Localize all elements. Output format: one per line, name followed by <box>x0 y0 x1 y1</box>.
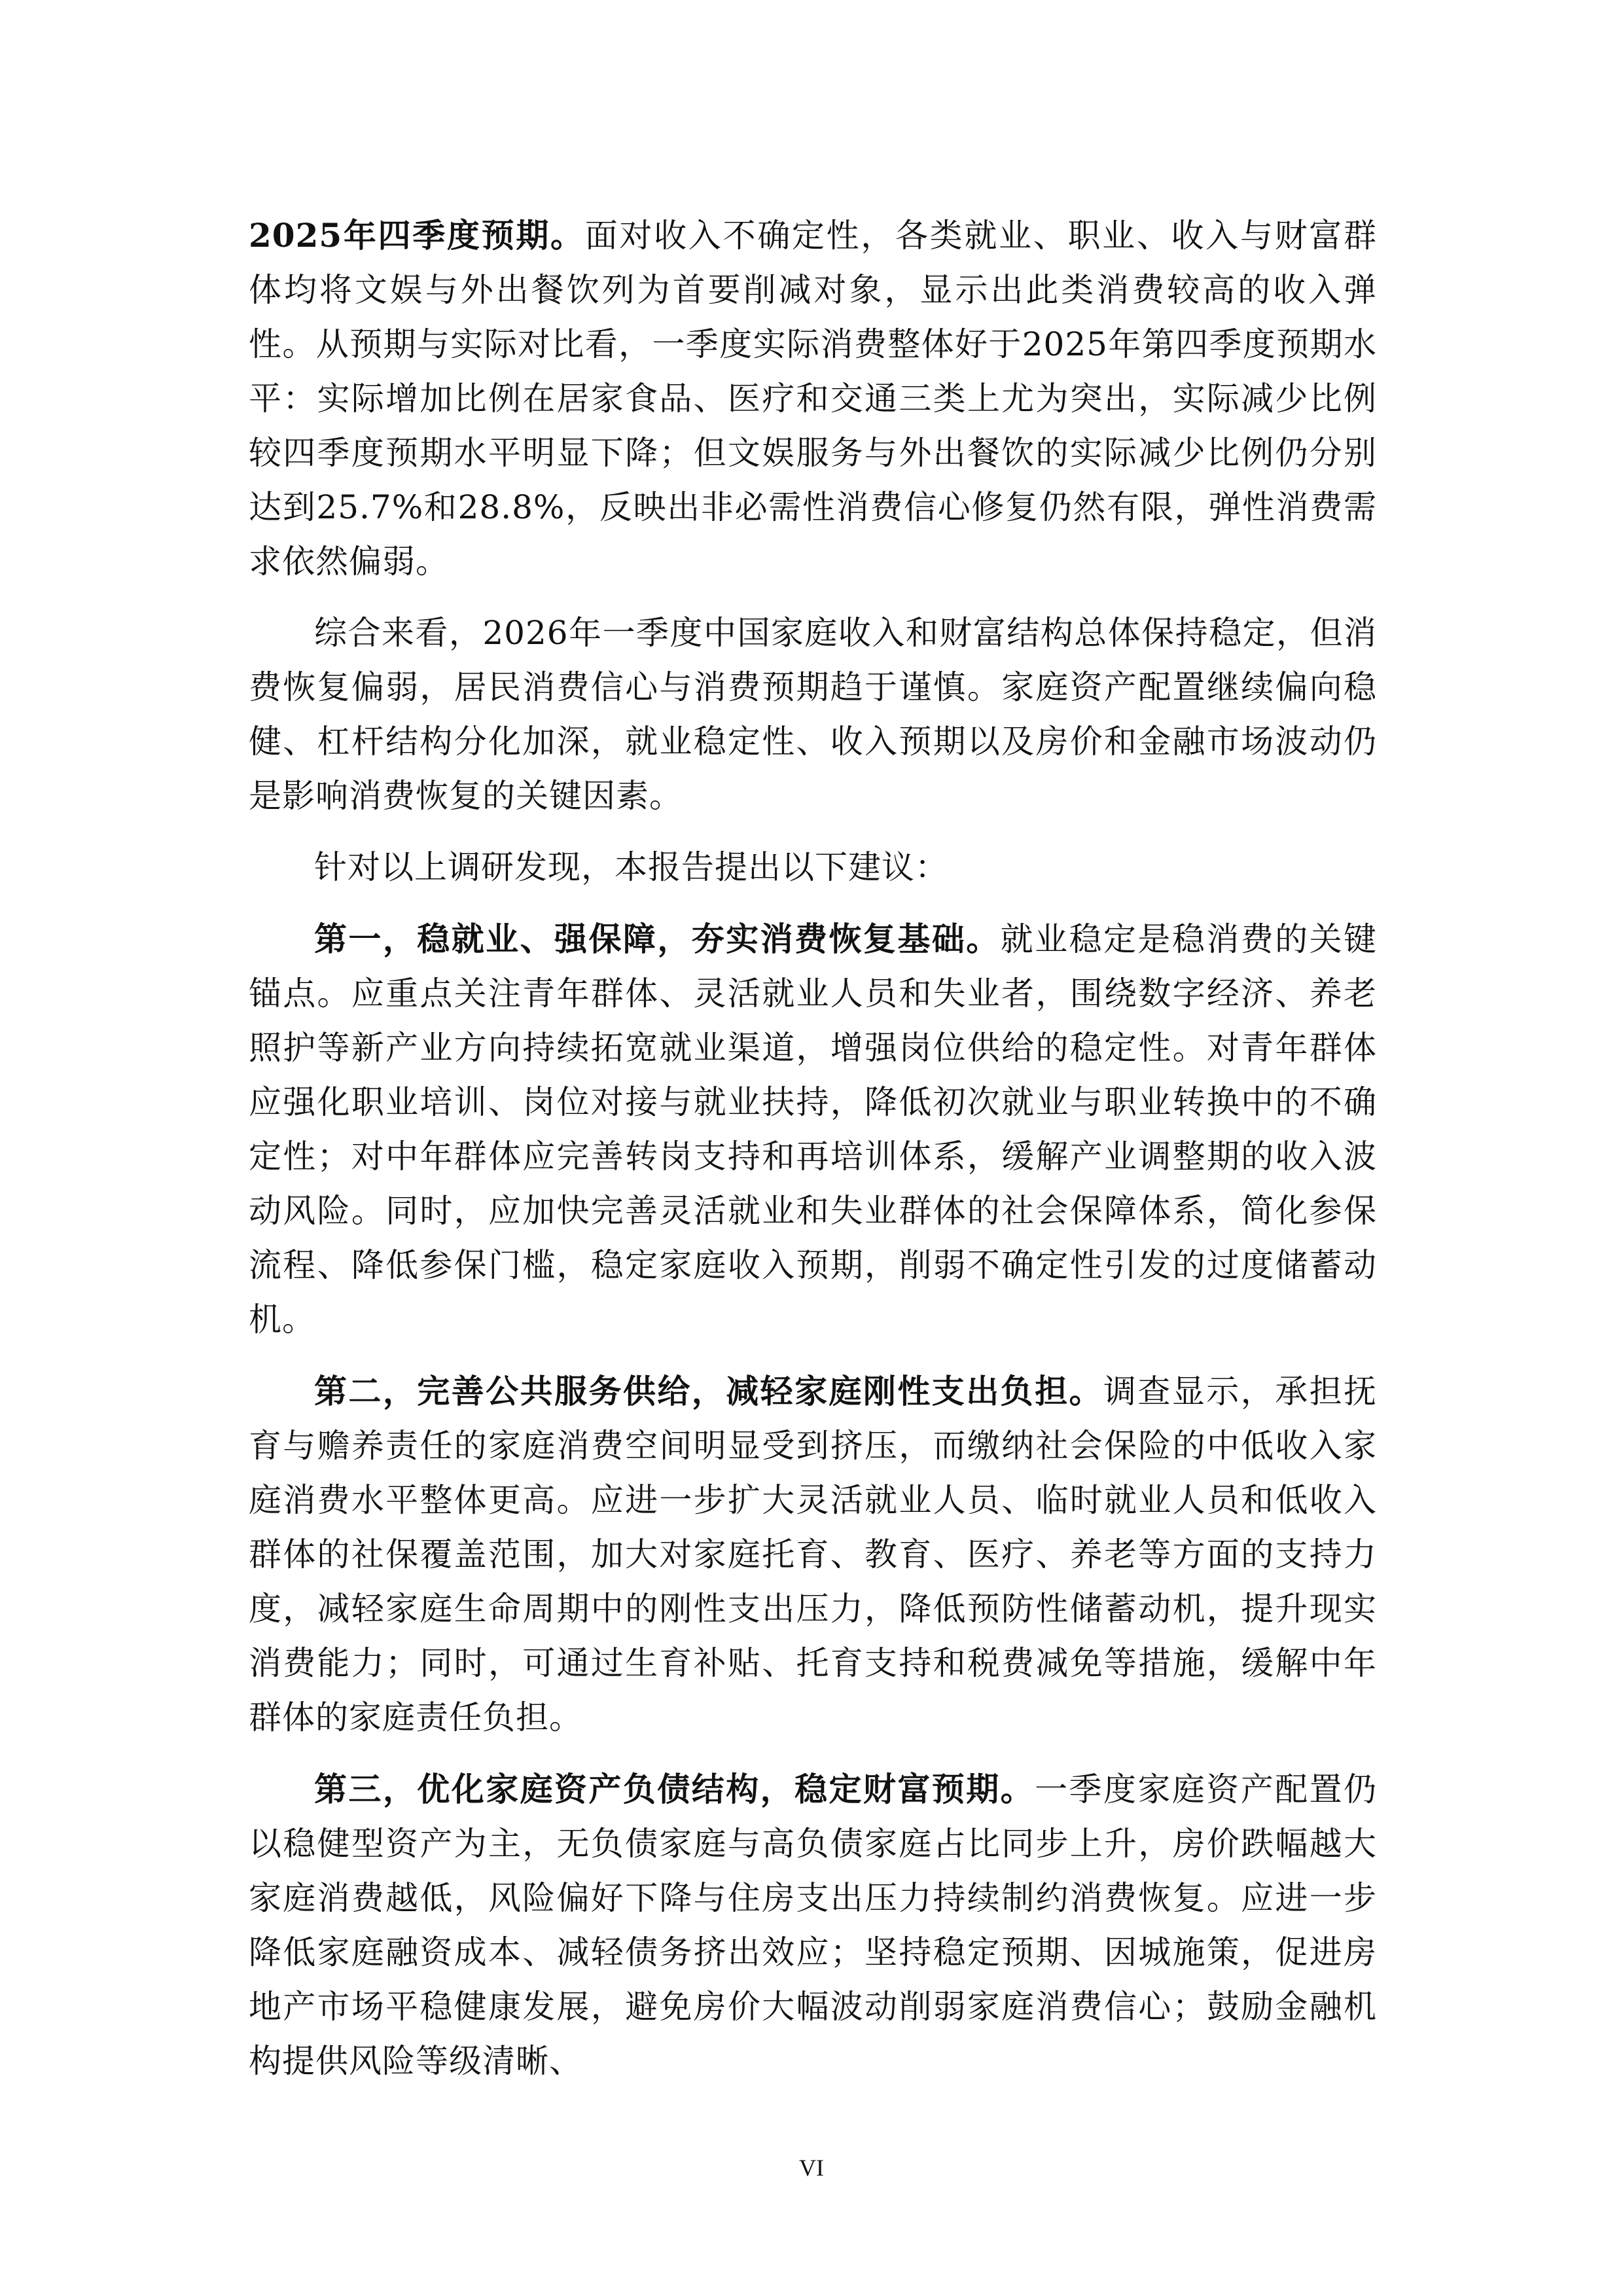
paragraph-text: 就业稳定是稳消费的关键锚点。应重点关注青年群体、灵活就业人员和失业者，围绕数字经济、养老照护等新产业方向持续拓宽就业渠道，增强岗位供给的稳定性。对青年群体应强化职业培训、岗位对接与就业扶持，降低初次就业与职业转换中的不确定性；对中年群体应完善转岗支持和再培训体系，缓解产业调整期的收入波动风险。同时，应加快完善灵活就业和失业群体的社会保障体系，简化参保流程、降低参保门槛，稳定家庭收入预期，削弱不确定性引发的过度储蓄动机。 <box>249 920 1378 1338</box>
paragraph-text: 一季度家庭资产配置仍以稳健型资产为主，无负债家庭与高负债家庭占比同步上升，房价跌幅越大家庭消费越低，风险偏好下降与住房支出压力持续制约消费恢复。应进一步降低家庭融资成本、减轻债务挤出效应；坚持稳定预期、因城施策，促进房地产市场平稳健康发展，避免房价大幅波动削弱家庭消费信心；鼓励金融机构提供风险等级清晰、 <box>249 1770 1378 2080</box>
paragraph-recommendation-3 <box>249 1762 1377 2089</box>
paragraph-continuation <box>249 208 1377 589</box>
paragraph-text: 针对以上调研发现，本报告提出以下建议： <box>314 848 948 886</box>
paragraph-recommendation-2 <box>249 1364 1377 1745</box>
paragraph-lead: 第三，优化家庭资产负债结构，稳定财富预期。 <box>314 1770 1035 1808</box>
page-body <box>249 208 1377 2106</box>
paragraph-lead: 第一，稳就业、强保障，夯实消费恢复基础。 <box>314 920 1001 958</box>
paragraph-lead: 第二，完善公共服务供给，减轻家庭刚性支出负担。 <box>314 1372 1103 1410</box>
paragraph-recommendation-1 <box>249 912 1377 1347</box>
paragraph-text: 调查显示，承担抚育与赡养责任的家庭消费空间明显受到挤压，而缴纳社会保险的中低收入家庭消费水平整体更高。应进一步扩大灵活就业人员、临时就业人员和低收入群体的社保覆盖范围，加大对家庭托育、教育、医疗、养老等方面的支持力度，减轻家庭生命周期中的刚性支出压力，降低预防性储蓄动机，提升现实消费能力；同时，可通过生育补贴、托育支持和税费减免等措施，缓解中年群体的家庭责任负担。 <box>249 1372 1378 1736</box>
paragraph-text: 综合来看，2026年一季度中国家庭收入和财富结构总体保持稳定，但消费恢复偏弱，居民消费信心与消费预期趋于谨慎。家庭资产配置继续偏向稳健、杠杆结构分化加深，就业稳定性、收入预期以及房价和金融市场波动仍是影响消费恢复的关键因素。 <box>249 614 1377 815</box>
paragraph-text: 面对收入不确定性，各类就业、职业、收入与财富群体均将文娱与外出餐饮列为首要削减对象，显示出此类消费较高的收入弹性。从预期与实际对比看，一季度实际消费整体好于2025年第四季度预期水平：实际增加比例在居家食品、医疗和交通三类上尤为突出，实际减少比例较四季度预期水平明显下降；但文娱服务与外出餐饮的实际减少比例仍分别达到25.7%和28.8%，反映出非必需性消费信心修复仍然有限，弹性消费需求依然偏弱。 <box>249 217 1377 581</box>
paragraph-recommendations-intro <box>249 840 1377 895</box>
paragraph-lead: 2025年四季度预期。 <box>249 216 585 255</box>
paragraph-summary <box>249 606 1377 823</box>
page-number: VI <box>799 2155 824 2181</box>
